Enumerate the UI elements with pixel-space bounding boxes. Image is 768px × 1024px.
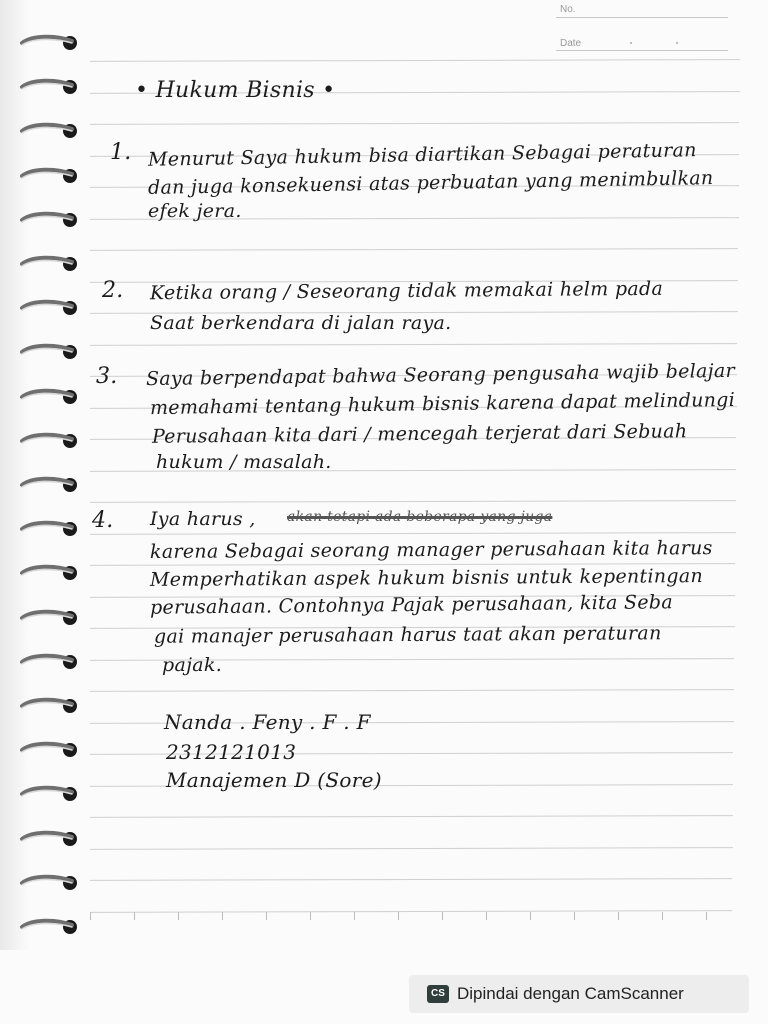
answer-line: Saya berpendapat bahwa Seorang pengusaha wajib belajar — [145, 359, 736, 391]
spiral-ring — [20, 520, 78, 538]
rule-line — [90, 122, 739, 125]
answer-line: dan juga konsekuensi atas perbuatan yang menimbulkan — [147, 167, 714, 199]
spiral-ring — [20, 343, 78, 361]
answer-number: 2. — [102, 278, 124, 303]
rule-line — [90, 532, 736, 535]
no-label: No. — [560, 4, 576, 15]
answer-number: 1. — [110, 140, 132, 165]
rule-line — [90, 248, 738, 251]
spiral-ring — [20, 785, 78, 803]
student-id: 2312121013 — [166, 740, 297, 764]
rule-line — [90, 689, 734, 692]
spiral-ring — [20, 918, 78, 936]
answer-line: hukum / masalah. — [156, 451, 332, 473]
spiral-ring — [20, 299, 78, 317]
spiral-ring — [20, 830, 78, 848]
answer-line: efek jera. — [148, 200, 242, 222]
spiral-ring — [20, 211, 78, 229]
author-name: Nanda . Feny . F . F — [164, 710, 371, 734]
class-name: Manajemen D (Sore) — [166, 768, 382, 792]
answer-line: Perusahaan kita dari / mencegah terjerat dari Sebuah — [151, 420, 688, 448]
date-dot — [676, 42, 678, 44]
spiral-ring — [20, 697, 78, 715]
answer-line: perusahaan. Contohnya Pajak perusahaan, kita Seba — [149, 591, 674, 619]
answer-line: Saat berkendara di jalan raya. — [150, 312, 452, 334]
camscanner-label: Dipindai dengan CamScanner — [457, 984, 684, 1003]
rule-line — [90, 59, 740, 62]
answer-line: Memperhatikan aspek hukum bisnis untuk kepentingan — [149, 565, 704, 591]
answer-line: Iya harus , — [150, 508, 256, 530]
rule-line — [90, 878, 732, 881]
spiral-ring — [20, 78, 78, 96]
spiral-ring — [20, 432, 78, 450]
rule-line — [90, 815, 733, 818]
spiral-ring — [20, 388, 78, 406]
answer-line: pajak. — [162, 654, 223, 676]
rule-line — [90, 343, 737, 346]
spiral-ring — [20, 476, 78, 494]
spiral-ring — [20, 741, 78, 759]
page-title: • Hukum Bisnis • — [135, 78, 336, 103]
answer-line: gai manajer perusahaan harus taat akan peraturan — [153, 622, 662, 648]
spiral-ring — [20, 609, 78, 627]
spiral-ring — [20, 874, 78, 892]
camscanner-icon: CS — [427, 985, 449, 1003]
answer-number: 4. — [92, 508, 114, 533]
spiral-ring — [20, 564, 78, 582]
camscanner-watermark — [409, 975, 749, 1013]
rule-line — [90, 847, 733, 850]
answer-line: Ketika orang / Seseorang tidak memakai helm pada — [149, 277, 664, 305]
rule-line — [90, 500, 736, 503]
bottom-tick-marks — [90, 912, 745, 920]
date-dot — [630, 42, 632, 44]
date-label: Date — [560, 38, 582, 49]
answer-number: 3. — [96, 364, 118, 389]
spiral-ring — [20, 122, 78, 140]
answer-line: memahami tentang hukum bisnis karena dapat melindungi — [149, 388, 736, 420]
answer-line: karena Sebagai seorang manager perusahaan kita harus — [149, 537, 713, 563]
no-rule — [556, 17, 728, 18]
spiral-ring — [20, 167, 78, 185]
date-rule — [556, 50, 728, 51]
spiral-ring — [20, 653, 78, 671]
answer-line: Menurut Saya hukum bisa diartikan Sebagai peraturan — [147, 139, 697, 171]
paper-edge-shadow — [0, 0, 30, 950]
crossed-out-text: akan tetapi ada beberapa yang juga — [287, 509, 553, 525]
spiral-ring — [20, 255, 78, 273]
spiral-ring — [20, 34, 78, 52]
